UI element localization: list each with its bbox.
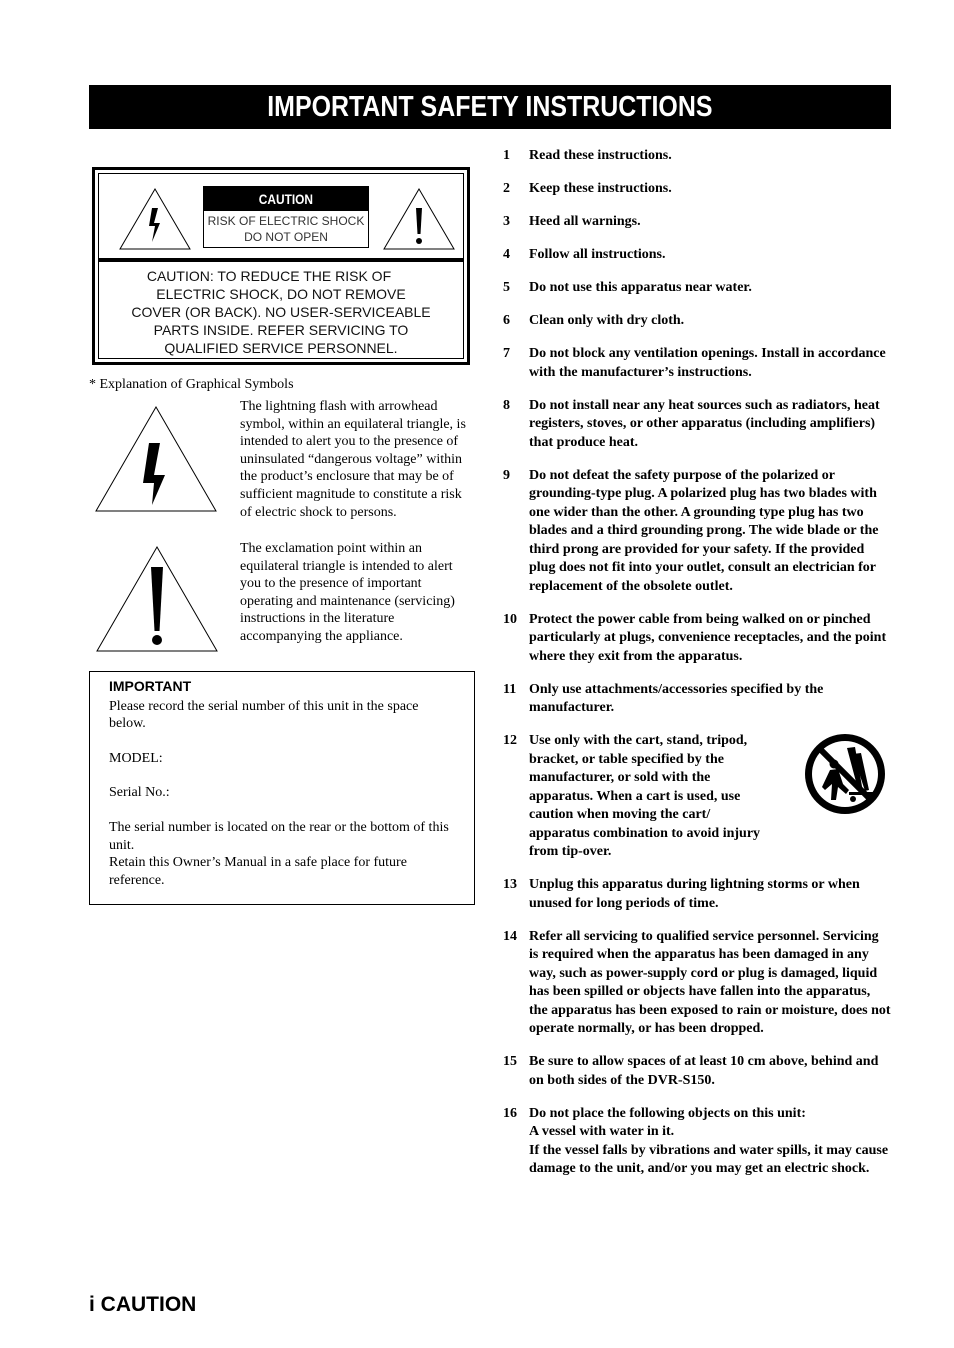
page-title: IMPORTANT SAFETY INSTRUCTIONS bbox=[267, 90, 713, 123]
instruction-item: 8 Do not install near any heat sources such as radiators, heat registers, stoves, or other apparatus (including amplifiers) that produce heat. bbox=[503, 397, 880, 450]
instruction-item: 5 Do not use this apparatus near water. bbox=[503, 280, 752, 295]
serial-location-text: The serial number is located on the rear or the bottom of this unit. bbox=[109, 819, 449, 853]
cart-tip-over-warning-icon bbox=[803, 732, 887, 816]
lightning-triangle-icon bbox=[94, 405, 218, 513]
caution-label-box bbox=[92, 167, 470, 365]
caution-divider bbox=[99, 258, 463, 262]
instruction-item: 12 Use only with the cart, stand, tripod, bracket, or table specified by the manufacturer, or sold with the apparatus. When a cart is used, use caution when moving the cart/ apparatus combination to avoid injury from tip-over. bbox=[503, 732, 891, 862]
exclamation-explanation: The exclamation point within an equilateral triangle is intended to alert you to the presence of important operating and maintenance (servicing) instructions in the literature accompanying the appliance. bbox=[240, 541, 455, 644]
retain-manual-text: Retain this Owner’s Manual in a safe place for future reference. bbox=[109, 855, 407, 888]
instruction-item: 13 Unplug this apparatus during lightning storms or when unused for long periods of time. bbox=[503, 877, 860, 911]
instruction-item: 15 Be sure to allow spaces of at least 10 cm above, behind and on both sides of the DVR-S150. bbox=[503, 1054, 879, 1088]
instruction-item: 3 Heed all warnings. bbox=[503, 214, 641, 229]
caution-label-line1: RISK OF ELECTRIC SHOCK bbox=[207, 214, 365, 228]
exclamation-triangle-icon bbox=[95, 545, 219, 653]
caution-label-head: CAUTION bbox=[258, 191, 314, 207]
symbols-title: * Explanation of Graphical Symbols bbox=[89, 377, 294, 392]
safety-instructions-list bbox=[503, 147, 891, 1193]
instruction-item: 10 Protect the power cable from being walked on or pinched particularly at plugs, convenience receptacles, and the point where they exit from the apparatus. bbox=[503, 611, 887, 664]
caution-warning-line: PARTS INSIDE. REFER SERVICING TO bbox=[153, 322, 409, 338]
instruction-item: 16 Do not place the following objects on this unit: A vessel with water in it. If the vessel falls by vibrations and water spills, it may cause damage to the unit, and/or you may get an electric shock. bbox=[503, 1105, 889, 1176]
lightning-warning-icon bbox=[117, 186, 193, 252]
instruction-item: 14 Refer all servicing to qualified service personnel. Servicing is required when the apparatus has been damaged in any way, such as power-supply cord or plug is damaged, liquid has been spilled or objects have fallen into the apparatus, the apparatus has been exposed to rain or moisture, does not operate normally, or has been dropped. bbox=[503, 928, 891, 1036]
caution-label-line2: DO NOT OPEN bbox=[244, 230, 328, 244]
instruction-item: 2 Keep these instructions. bbox=[503, 181, 672, 196]
caution-label-inner bbox=[98, 173, 464, 359]
caution-warning-line: CAUTION: TO REDUCE THE RISK OF bbox=[146, 268, 392, 284]
lightning-explanation: The lightning flash with arrowhead symbol, within an equilateral triangle, is intended to alert you to the presence of uninsulated “dangerous voltage” within the product’s enclosure that may be of sufficient magnitude to constitute a risk of electric shock to persons. bbox=[240, 399, 466, 520]
instruction-item: 11 Only use attachments/accessories specified by the manufacturer. bbox=[503, 681, 824, 715]
important-title: IMPORTANT bbox=[109, 678, 192, 694]
instruction-item: 6 Clean only with dry cloth. bbox=[503, 313, 685, 328]
instruction-item: 1 Read these instructions. bbox=[503, 148, 672, 163]
page-title-banner bbox=[89, 85, 891, 129]
instruction-item: 7 Do not block any ventilation openings. Install in accordance with the manufacturer’s instructions. bbox=[503, 346, 886, 380]
instruction-item: 4 Follow all instructions. bbox=[503, 247, 666, 262]
caution-warning-line: QUALIFIED SERVICE PERSONNEL. bbox=[164, 340, 398, 356]
instruction-item: 9 Do not defeat the safety purpose of the polarized or grounding-type plug. A polarized plug has two blades with one wider than the other. A grounding type plug has two blades and a third grounding prong. The wide blade or the third prong are provided for your safety. If the provided plug does not fit into your outlet, consult an electrician for replacement of the obsolete outlet. bbox=[503, 467, 879, 594]
serial-label: Serial No.: bbox=[109, 785, 170, 801]
model-label: MODEL: bbox=[109, 750, 163, 766]
caution-warning-line: ELECTRIC SHOCK, DO NOT REMOVE bbox=[156, 286, 406, 302]
caution-label bbox=[203, 186, 369, 248]
caution-warning-text bbox=[99, 267, 463, 357]
caution-warning-line: COVER (OR BACK). NO USER-SERVICEABLE bbox=[131, 304, 431, 320]
page-footer-label: i CAUTION bbox=[89, 1293, 197, 1316]
exclamation-warning-icon bbox=[381, 186, 457, 252]
important-box bbox=[89, 671, 475, 905]
important-record-text: Please record the serial number of this unit in the space below. bbox=[109, 698, 419, 732]
